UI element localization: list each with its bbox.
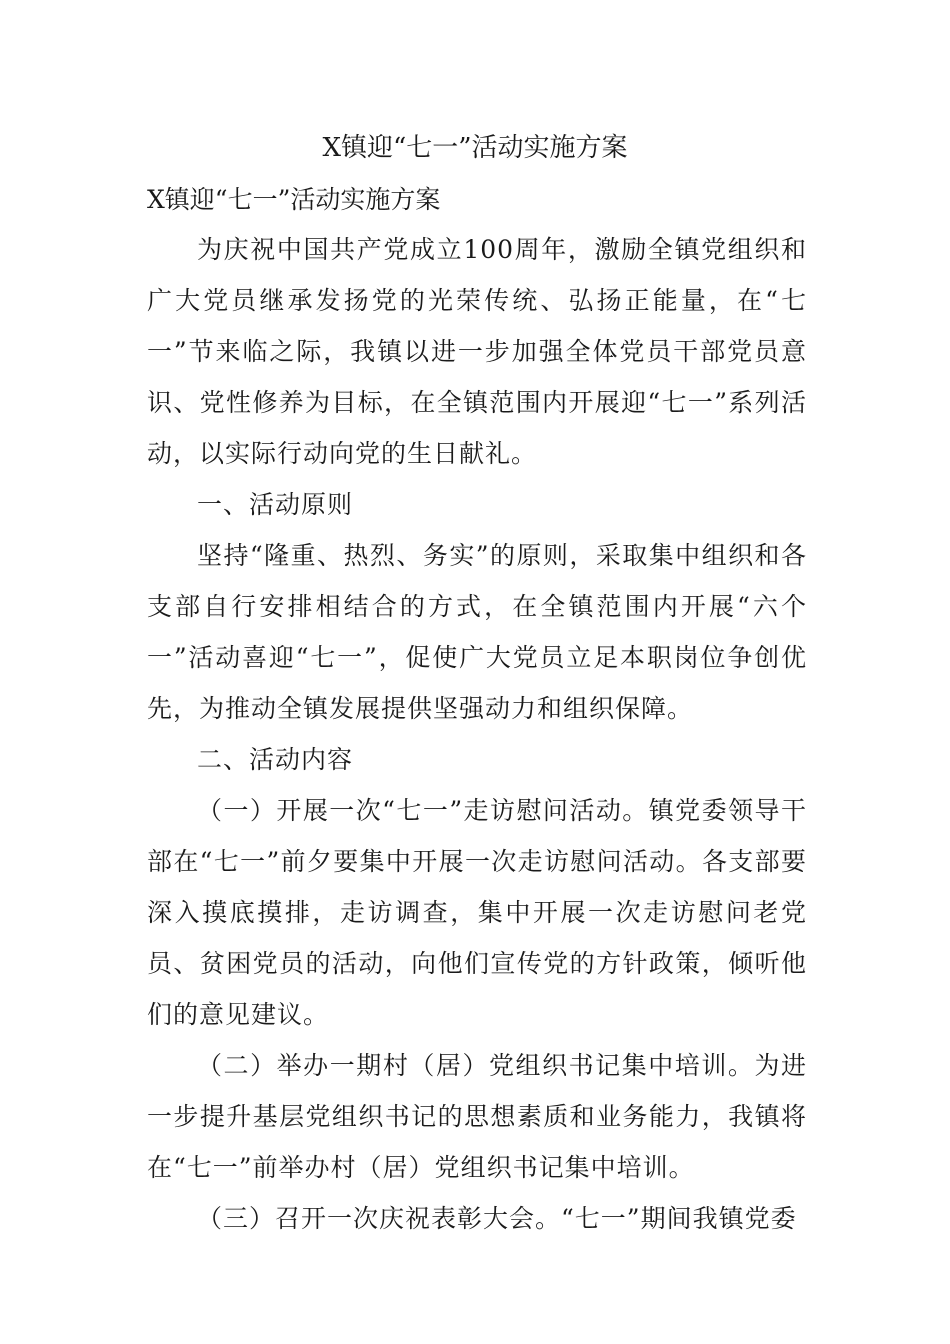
paragraph-item-2: （二）举办一期村（居）党组织书记集中培训。为进一步提升基层党组织书记的思想素质和业务能力，我镇将在“七一”前举办村（居）党组织书记集中培训。 xyxy=(147,1051,807,1182)
paragraph-item-3: （三）召开一次庆祝表彰大会。“七一”期间我镇党委 xyxy=(197,1204,797,1233)
document-body xyxy=(147,224,807,1244)
heading-principles: 一、活动原则 xyxy=(197,490,354,519)
paragraph-intro: 为庆祝中国共产党成立100周年，激励全镇党组织和广大党员继承发扬党的光荣传统、弘扬正能量，在“七一”节来临之际，我镇以进一步加强全体党员干部党员意识、党性修养为目标，在全镇范围内开展迎“七一”系列活动，以实际行动向党的生日献礼。 xyxy=(147,235,807,468)
document-title: X镇迎“七一”活动实施方案 xyxy=(322,133,628,163)
heading-content: 二、活动内容 xyxy=(197,745,354,774)
paragraph-item-1: （一）开展一次“七一”走访慰问活动。镇党委领导干部在“七一”前夕要集中开展一次走访慰问活动。各支部要深入摸底摸排，走访调查，集中开展一次走访慰问老党员、贫困党员的活动，向他们宣传党的方针政策，倾听他们的意见建议。 xyxy=(147,796,807,1029)
paragraph-principles: 坚持“隆重、热烈、务实”的原则，采取集中组织和各支部自行安排相结合的方式，在全镇范围内开展“六个一”活动喜迎“七一”，促使广大党员立足本职岗位争创优先，为推动全镇发展提供坚强动力和组织保障。 xyxy=(147,541,807,723)
document-subtitle: X镇迎“七一”活动实施方案 xyxy=(147,185,441,214)
